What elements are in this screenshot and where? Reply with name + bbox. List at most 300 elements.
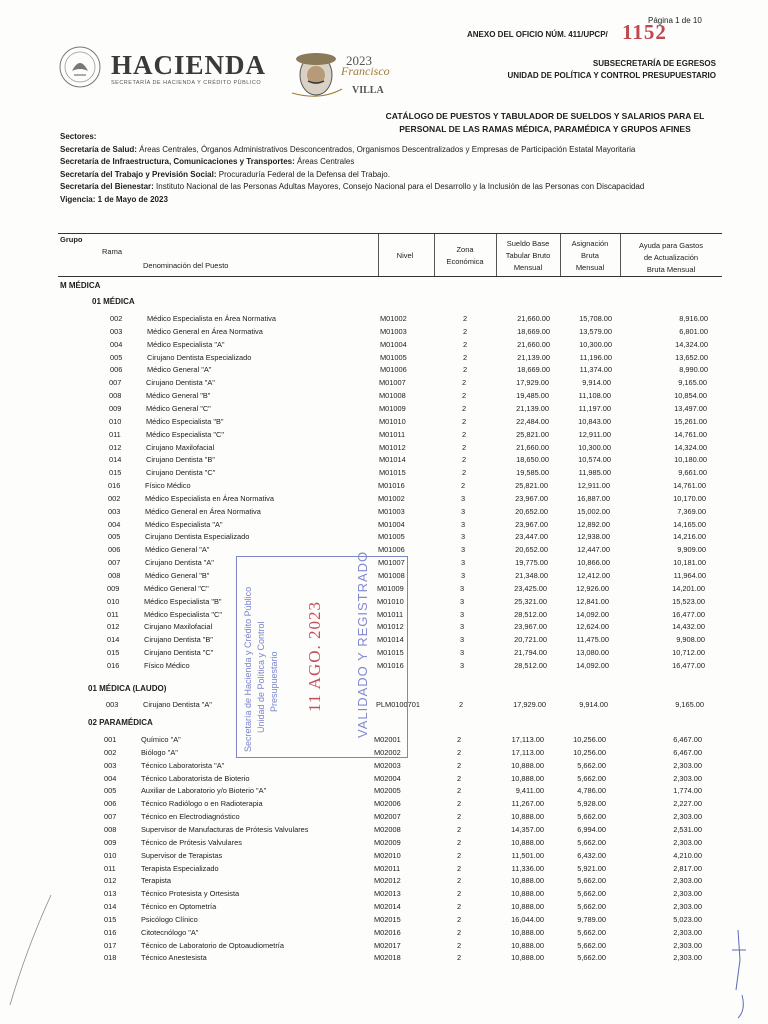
- row-ayuda: 2,817.00: [673, 863, 702, 873]
- row-nivel: M01010: [379, 416, 406, 426]
- stamp-line-2: Unidad de Política y Control: [256, 621, 266, 733]
- row-asignacion: 9,914.00: [579, 700, 608, 709]
- table-row: [104, 953, 704, 966]
- row-denominacion: Cirujano Dentista "A": [145, 558, 214, 568]
- row-zona: 2: [461, 468, 467, 478]
- row-denominacion: Médico General en Área Normativa: [147, 326, 263, 336]
- row-denominacion: Auxiliar de Laboratorio y/o Bioterio "A": [141, 786, 267, 796]
- row-nivel: M01015: [379, 468, 406, 478]
- table-row: [109, 455, 709, 468]
- row-asignacion: 5,662.00: [577, 940, 606, 950]
- row-clave: 004: [110, 339, 123, 349]
- col-nivel: Nivel: [396, 251, 414, 260]
- table-row: [104, 902, 704, 915]
- row-nivel: M02007: [374, 812, 401, 822]
- anniversary-last-name: VILLA: [352, 85, 384, 96]
- row-clave: 005: [108, 532, 121, 542]
- row-denominacion: Médico Especialista "C": [144, 609, 222, 619]
- row-ayuda: 2,531.00: [673, 824, 702, 834]
- row-denominacion: Terapista: [141, 876, 171, 886]
- row-asignacion: 12,911.00: [577, 481, 610, 491]
- row-asignacion: 6,432.00: [577, 850, 606, 860]
- row-ayuda: 2,303.00: [673, 889, 702, 899]
- row-nivel: M01002: [378, 493, 405, 503]
- col-asig-line1: Asignación: [571, 239, 609, 248]
- row-asignacion: 9,789.00: [577, 914, 606, 924]
- row-zona: 2: [456, 837, 462, 847]
- row-ayuda: 6,467.00: [673, 735, 702, 744]
- row-zona: 2: [461, 429, 467, 439]
- row-clave: 016: [107, 660, 120, 670]
- row-zona: 3: [459, 596, 465, 606]
- row-nivel: M01014: [377, 635, 404, 645]
- table-row: [109, 443, 709, 456]
- row-nivel: M01011: [377, 609, 404, 619]
- page-number: Página 1 de 10: [648, 16, 702, 25]
- row-denominacion: Técnico Laboratorista de Bioterio: [141, 773, 250, 783]
- table-row: [104, 915, 704, 928]
- title-line-1: CATÁLOGO DE PUESTOS Y TABULADOR DE SUELDOS Y SALARIOS PARA EL: [385, 111, 705, 121]
- row-nivel: M01009: [379, 403, 406, 413]
- row-denominacion: Cirujano Dentista "A": [146, 378, 215, 388]
- row-zona: 2: [456, 824, 462, 834]
- table-row: [108, 545, 708, 558]
- row-clave: 010: [109, 416, 122, 426]
- row-sueldo: 21,139.00: [517, 352, 550, 362]
- row-clave: 006: [110, 365, 123, 375]
- row-nivel: M02009: [374, 837, 401, 847]
- header-bottom-rule: [58, 276, 722, 277]
- hacienda-logo-text: HACIENDA: [111, 50, 267, 80]
- row-asignacion: 5,662.00: [577, 889, 606, 899]
- row-clave: 008: [109, 391, 122, 401]
- row-denominacion: Psicólogo Clínico: [141, 914, 198, 924]
- row-nivel: PLM0100701: [376, 700, 420, 709]
- row-denominacion: Técnico de Prótesis Valvulares: [141, 837, 242, 847]
- row-zona: 2: [461, 391, 467, 401]
- row-clave: 014: [104, 902, 117, 912]
- section-title: 02 PARAMÉDICA: [88, 718, 153, 727]
- row-ayuda: 2,303.00: [673, 940, 702, 950]
- col-asig-line3: Mensual: [575, 263, 605, 272]
- row-denominacion: Médico General "B": [146, 391, 211, 401]
- unidad: UNIDAD DE POLÍTICA Y CONTROL PRESUPUESTARIO: [507, 71, 716, 80]
- row-nivel: M01010: [377, 596, 404, 606]
- row-asignacion: 14,092.00: [576, 660, 609, 670]
- row-sueldo: 10,888.00: [511, 760, 544, 770]
- row-asignacion: 5,662.00: [577, 812, 606, 822]
- row-ayuda: 9,908.00: [676, 635, 705, 645]
- row-sueldo: 23,425.00: [514, 583, 547, 593]
- row-denominacion: Cirujano Dentista "C": [146, 468, 216, 478]
- row-sueldo: 23,967.00: [515, 493, 548, 503]
- row-zona: 2: [456, 747, 462, 757]
- col-ayuda-line3: Bruta Mensual: [646, 265, 696, 274]
- anexo-handwritten-number: 1152: [622, 20, 667, 44]
- row-ayuda: 13,652.00: [675, 352, 708, 362]
- table-row: [104, 786, 704, 799]
- row-denominacion: Físico Médico: [144, 660, 190, 670]
- row-clave: 008: [108, 571, 121, 580]
- group-medica: M MÉDICA: [60, 281, 101, 290]
- row-zona: 2: [456, 914, 462, 924]
- row-nivel: M01015: [377, 648, 404, 658]
- row-nivel: M01005: [378, 532, 405, 542]
- row-asignacion: 14,092.00: [576, 609, 609, 619]
- row-sueldo: 9,411.00: [515, 786, 544, 796]
- row-zona: 2: [456, 773, 462, 783]
- row-denominacion: Médico General "B": [145, 571, 210, 580]
- table-row: [110, 365, 710, 378]
- row-zona: 3: [460, 506, 466, 516]
- row-sueldo: 21,660.00: [517, 339, 550, 349]
- row-clave: 002: [110, 314, 123, 323]
- row-asignacion: 15,708.00: [579, 314, 612, 323]
- row-clave: 012: [104, 876, 117, 886]
- row-asignacion: 11,197.00: [578, 403, 611, 413]
- row-denominacion: Supervisor de Terapistas: [141, 850, 223, 860]
- row-denominacion: Médico Especialista en Área Normativa: [147, 314, 276, 323]
- row-ayuda: 2,303.00: [673, 773, 702, 783]
- row-ayuda: 14,324.00: [675, 339, 708, 349]
- row-zona: 2: [456, 902, 462, 912]
- row-nivel: M01003: [378, 506, 405, 516]
- row-ayuda: 14,761.00: [673, 481, 706, 491]
- table-row: [109, 378, 709, 391]
- row-zona: 2: [456, 927, 462, 937]
- row-nivel: M01014: [379, 455, 406, 465]
- table-row: [108, 532, 708, 545]
- row-ayuda: 10,854.00: [674, 391, 707, 401]
- row-sueldo: 28,512.00: [514, 609, 547, 619]
- row-denominacion: Supervisor de Manufacturas de Prótesis Valvulares: [141, 824, 309, 834]
- row-nivel: M01003: [380, 326, 407, 336]
- table-row: [104, 825, 704, 838]
- col-asig-line2: Bruta: [581, 251, 599, 260]
- row-asignacion: 12,911.00: [578, 429, 611, 439]
- table-row: [110, 353, 710, 366]
- row-sueldo: 17,929.00: [513, 700, 546, 709]
- row-nivel: M01011: [379, 429, 406, 439]
- section-title: 01 MÉDICA (LAUDO): [88, 684, 167, 693]
- row-nivel: M02013: [374, 889, 401, 899]
- row-asignacion: 5,662.00: [577, 773, 606, 783]
- row-asignacion: 5,662.00: [577, 953, 606, 963]
- row-ayuda: 14,165.00: [673, 519, 706, 529]
- row-clave: 006: [104, 799, 117, 809]
- row-denominacion: Médico Especialista "B": [144, 596, 222, 606]
- table-row: [104, 761, 704, 774]
- row-nivel: M02012: [374, 876, 401, 886]
- row-denominacion: Cirujano Dentista "B": [146, 455, 215, 465]
- row-denominacion: Médico Especialista "C": [146, 429, 224, 439]
- row-zona: 2: [456, 940, 462, 950]
- row-zona: 2: [456, 889, 462, 899]
- row-denominacion: Médico General "A": [147, 365, 212, 375]
- row-sueldo: 28,512.00: [514, 660, 547, 670]
- row-denominacion: Médico Especialista "A": [147, 339, 225, 349]
- row-asignacion: 10,256.00: [573, 747, 606, 757]
- row-denominacion: Técnico Radiólogo o en Radioterapia: [141, 799, 263, 809]
- row-sueldo: 23,447.00: [515, 532, 548, 542]
- sict-label: Secretaría de Infraestructura, Comunicaciones y Transportes:: [60, 157, 295, 167]
- row-asignacion: 5,662.00: [577, 837, 606, 847]
- row-asignacion: 13,080.00: [576, 648, 609, 658]
- row-asignacion: 12,447.00: [577, 545, 610, 555]
- row-ayuda: 10,180.00: [674, 455, 707, 465]
- row-nivel: M02011: [374, 863, 401, 873]
- row-zona: 3: [459, 583, 465, 593]
- row-denominacion: Cirujano Maxilofacial: [146, 442, 215, 452]
- row-nivel: M01004: [380, 339, 407, 349]
- row-asignacion: 13,579.00: [579, 326, 612, 336]
- row-nivel: M01002: [380, 314, 407, 323]
- col-sueldo: [496, 238, 560, 274]
- row-sueldo: 20,721.00: [514, 635, 547, 645]
- table-row: [104, 889, 704, 902]
- header-top-rule: [58, 233, 722, 234]
- row-zona: 2: [458, 700, 464, 709]
- row-nivel: M02003: [374, 760, 401, 770]
- row-ayuda: 16,477.00: [672, 609, 705, 619]
- table-row: [109, 417, 709, 430]
- row-ayuda: 14,216.00: [673, 532, 706, 542]
- col-sueldo-line3: Mensual: [513, 263, 543, 272]
- sectores-block: [60, 131, 720, 207]
- row-clave: 004: [104, 773, 117, 783]
- table-row: [104, 799, 704, 812]
- bienestar-text: Instituto Nacional de las Personas Adultas Mayores, Consejo Nacional para el Desarrollo y la Inclusión de las Personas con Discapacidad: [153, 182, 645, 192]
- row-zona: 2: [456, 786, 462, 796]
- row-denominacion: Médico General "C": [146, 403, 211, 413]
- sict-text: Áreas Centrales: [294, 157, 355, 167]
- title-line-2: PERSONAL DE LAS RAMAS MÉDICA, PARAMÉDICA Y GRUPOS AFINES: [399, 124, 691, 134]
- row-zona: 3: [459, 648, 465, 658]
- row-sueldo: 14,357.00: [511, 824, 544, 834]
- row-sueldo: 10,888.00: [511, 773, 544, 783]
- row-sueldo: 21,348.00: [515, 571, 548, 580]
- row-asignacion: 5,662.00: [577, 902, 606, 912]
- row-asignacion: 10,300.00: [578, 442, 611, 452]
- row-asignacion: 11,475.00: [576, 635, 609, 645]
- row-zona: 2: [461, 416, 467, 426]
- bienestar-label: Secretaría del Bienestar:: [60, 182, 154, 192]
- row-ayuda: 9,909.00: [677, 545, 706, 555]
- table-row: [108, 520, 708, 533]
- row-clave: 003: [106, 700, 119, 709]
- row-clave: 003: [108, 506, 121, 516]
- row-ayuda: 2,227.00: [673, 799, 702, 809]
- row-sueldo: 19,485.00: [516, 391, 549, 401]
- row-clave: 014: [109, 455, 122, 465]
- row-nivel: M02001: [374, 735, 401, 744]
- row-nivel: M01016: [378, 481, 405, 491]
- row-nivel: M02018: [374, 953, 401, 963]
- row-ayuda: 11,964.00: [673, 571, 706, 580]
- row-nivel: M01007: [378, 558, 405, 568]
- row-clave: 010: [107, 596, 120, 606]
- stamp-line-3: Presupuestario: [269, 651, 279, 712]
- row-zona: 2: [461, 378, 467, 388]
- row-asignacion: 5,662.00: [577, 760, 606, 770]
- row-denominacion: Cirujano Dentista Especializado: [145, 532, 250, 542]
- col-zona-line1: Zona: [456, 245, 474, 254]
- row-asignacion: 10,574.00: [578, 455, 611, 465]
- row-zona: 3: [460, 532, 466, 542]
- row-clave: 018: [104, 953, 117, 963]
- row-asignacion: 5,662.00: [577, 876, 606, 886]
- row-denominacion: Cirujano Dentista "A": [143, 700, 212, 709]
- row-ayuda: 14,201.00: [672, 583, 705, 593]
- row-sueldo: 23,967.00: [514, 622, 547, 632]
- margin-pencil-mark: [6, 890, 56, 1010]
- table-row: [108, 558, 708, 571]
- row-ayuda: 16,477.00: [672, 660, 705, 670]
- row-ayuda: 2,303.00: [673, 953, 702, 963]
- table-row: [108, 571, 708, 584]
- row-clave: 009: [104, 837, 117, 847]
- sectores-label: Sectores:: [60, 132, 97, 141]
- row-zona: 2: [462, 352, 468, 362]
- row-denominacion: Biólogo "A": [141, 747, 178, 757]
- row-asignacion: 11,985.00: [578, 468, 611, 478]
- row-clave: 009: [107, 583, 120, 593]
- row-nivel: M02010: [374, 850, 401, 860]
- row-ayuda: 9,661.00: [678, 468, 707, 478]
- row-zona: 2: [462, 339, 468, 349]
- vigencia: Vigencia: 1 de Mayo de 2023: [60, 194, 168, 204]
- row-clave: 007: [109, 378, 122, 388]
- row-ayuda: 9,165.00: [675, 700, 704, 709]
- table-row: [104, 838, 704, 851]
- issuing-unit: [508, 58, 716, 82]
- row-nivel: M01012: [379, 442, 406, 452]
- row-asignacion: 12,412.00: [577, 571, 610, 580]
- row-denominacion: Médico General en Área Normativa: [145, 506, 261, 516]
- row-denominacion: Médico Especialista "A": [145, 519, 223, 529]
- row-sueldo: 17,113.00: [511, 747, 544, 757]
- table-row: [109, 391, 709, 404]
- row-clave: 016: [108, 481, 121, 491]
- row-nivel: M01016: [377, 660, 404, 670]
- row-clave: 007: [108, 558, 121, 568]
- row-clave: 015: [109, 468, 122, 478]
- col-ayuda-line1: Ayuda para Gastos: [638, 241, 704, 250]
- row-nivel: M02005: [374, 786, 401, 796]
- row-clave: 012: [109, 442, 122, 452]
- table-row: [104, 928, 704, 941]
- row-zona: 2: [460, 481, 466, 491]
- row-denominacion: Cirujano Maxilofacial: [144, 622, 213, 632]
- row-nivel: M01012: [377, 622, 404, 632]
- row-zona: 2: [461, 455, 467, 465]
- row-asignacion: 16,887.00: [577, 493, 610, 503]
- row-ayuda: 15,261.00: [674, 416, 707, 426]
- anniversary-name: Francisco: [341, 64, 390, 78]
- row-sueldo: 10,888.00: [511, 902, 544, 912]
- row-clave: 011: [109, 429, 121, 439]
- header-divider: [496, 234, 497, 276]
- row-ayuda: 10,170.00: [673, 493, 706, 503]
- col-asignacion: [561, 238, 619, 274]
- row-nivel: M02006: [374, 799, 401, 809]
- row-nivel: M02014: [374, 902, 401, 912]
- row-sueldo: 25,321.00: [514, 596, 547, 606]
- row-clave: 015: [107, 648, 120, 658]
- row-zona: 3: [459, 635, 465, 645]
- col-grupo: Grupo: [60, 235, 83, 244]
- row-asignacion: 10,256.00: [573, 735, 606, 744]
- row-asignacion: 5,928.00: [577, 799, 606, 809]
- subsecretaria: SUBSECRETARÍA DE EGRESOS: [592, 59, 716, 68]
- row-ayuda: 14,761.00: [674, 429, 707, 439]
- col-denominacion: Denominación del Puesto: [143, 261, 229, 270]
- row-sueldo: 10,888.00: [511, 876, 544, 886]
- row-clave: 016: [104, 927, 117, 937]
- row-sueldo: 21,660.00: [516, 442, 549, 452]
- row-asignacion: 12,926.00: [576, 583, 609, 593]
- header-divider: [620, 234, 621, 276]
- row-zona: 2: [461, 403, 467, 413]
- row-ayuda: 10,181.00: [673, 558, 706, 568]
- row-denominacion: Técnico Anestesista: [141, 953, 207, 963]
- row-clave: 008: [104, 824, 117, 834]
- table-row: [104, 941, 704, 954]
- row-sueldo: 19,585.00: [516, 468, 549, 478]
- row-sueldo: 18,669.00: [517, 326, 550, 336]
- stamp-validado: VALIDADO Y REGISTRADO: [355, 550, 370, 738]
- row-ayuda: 15,523.00: [672, 596, 705, 606]
- row-clave: 005: [104, 786, 117, 796]
- row-ayuda: 8,916.00: [679, 314, 708, 323]
- row-ayuda: 6,801.00: [679, 326, 708, 336]
- table-row: [104, 774, 704, 787]
- table-row: [104, 812, 704, 825]
- row-sueldo: 10,888.00: [511, 940, 544, 950]
- col-ayuda: [620, 240, 722, 276]
- row-zona: 2: [456, 812, 462, 822]
- stps-text: Procuraduría Federal de la Defensa del Trabajo.: [216, 169, 390, 179]
- row-zona: 3: [460, 493, 466, 503]
- anniversary-year: 2023: [346, 53, 372, 68]
- row-sueldo: 23,967.00: [515, 519, 548, 529]
- row-clave: 012: [107, 622, 120, 632]
- col-zona-line2: Económica: [446, 257, 484, 266]
- row-zona: 2: [456, 760, 462, 770]
- row-clave: 013: [104, 889, 117, 899]
- row-zona: 2: [456, 850, 462, 860]
- row-ayuda: 10,712.00: [672, 648, 705, 658]
- row-ayuda: 1,774.00: [673, 786, 702, 796]
- row-nivel: M01004: [378, 519, 405, 529]
- row-nivel: M01008: [378, 571, 405, 580]
- row-sueldo: 11,501.00: [511, 850, 544, 860]
- row-nivel: M02002: [374, 747, 401, 757]
- row-clave: 005: [110, 352, 123, 362]
- row-denominacion: Cirujano Dentista "B": [144, 635, 213, 645]
- row-sueldo: 18,650.00: [516, 455, 549, 465]
- row-denominacion: Técnico de Laboratorio de Optoaudiometría: [141, 940, 284, 950]
- row-zona: 3: [460, 519, 466, 529]
- row-ayuda: 5,023.00: [673, 914, 702, 924]
- stps-label: Secretaría del Trabajo y Previsión Social:: [60, 169, 217, 179]
- row-asignacion: 11,196.00: [579, 352, 612, 362]
- table-row: [109, 404, 709, 417]
- row-sueldo: 10,888.00: [511, 837, 544, 847]
- row-nivel: M02016: [374, 927, 401, 937]
- row-clave: 009: [109, 403, 122, 413]
- col-zona: [434, 244, 496, 268]
